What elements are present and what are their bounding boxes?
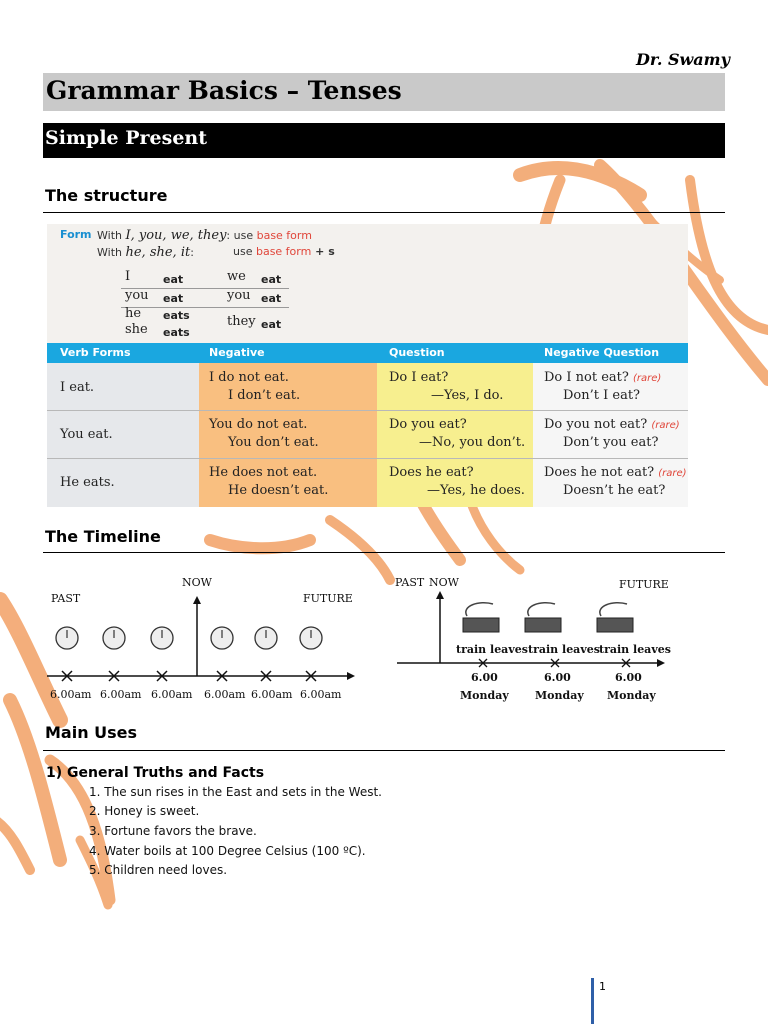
- form-line-1: With I, you, we, they: use base form: [97, 228, 312, 243]
- conj-row-3: he: [125, 306, 142, 321]
- timeline-left-graphic: [45, 570, 365, 690]
- conj-row-2: you: [125, 288, 149, 303]
- conj-row-4: she: [125, 322, 148, 337]
- timeline-heading: The Timeline: [45, 527, 161, 546]
- conj-right-3: they: [227, 314, 256, 329]
- section-title: Simple Present: [45, 127, 208, 149]
- page-number-bar: [591, 978, 594, 1024]
- timeline-scheduled: PAST NOW FUTURE train leaves train leaves train leaves 6.00 6.00 6.00 Monday Monday Monday: [395, 570, 675, 710]
- table-header: Verb Forms Negative Question Negative Question: [47, 343, 688, 363]
- conj-right-2: you: [227, 288, 251, 303]
- table-row: He eats.: [60, 475, 115, 490]
- form-line-2-rule: use base form + s: [233, 245, 335, 258]
- conj-right-1: we: [227, 269, 246, 284]
- structure-heading: The structure: [45, 186, 168, 205]
- structure-figure: Form With I, you, we, they: use base form With he, she, it: use base form + s I eat you eat he eats she eats we eat you eat they eat Verb Forms Negative Question Negative Question I eat. I do not eat. I don’t eat. Do I eat? —Yes, I do. Do I not eat? (rare) Don’t I eat? You eat. You do not eat. You don’t eat. Do you eat? —No, you don’t. Do you not eat? (rare) Don’t you eat? He eats. He does not eat. He doesn’t eat. Does he eat? —Yes, he does. Does he not eat? (rare) Doesn’t he eat?: [47, 224, 688, 507]
- page-number: 1: [599, 980, 606, 993]
- train-icon: [463, 618, 633, 632]
- structure-rule: [43, 212, 725, 213]
- list-item: 3. Fortune favors the brave.: [89, 824, 257, 838]
- list-item: 2. Honey is sweet.: [89, 804, 200, 818]
- alarm-clock-icon: [56, 627, 322, 649]
- table-row: I eat.: [60, 380, 95, 395]
- form-line-2: With he, she, it:: [97, 245, 194, 260]
- page-title: Grammar Basics – Tenses: [46, 76, 402, 105]
- main-uses-heading: Main Uses: [45, 723, 138, 742]
- use-heading-general-truths: 1) General Truths and Facts: [46, 765, 265, 781]
- main-uses-rule: [43, 750, 725, 751]
- section-bar: [43, 123, 725, 158]
- title-bar: [43, 73, 725, 111]
- table-row: You eat.: [60, 427, 113, 442]
- timeline-rule: [43, 552, 725, 553]
- list-item: 4. Water boils at 100 Degree Celsius (100 ºC).: [89, 844, 366, 858]
- list-item: 1. The sun rises in the East and sets in the West.: [89, 785, 382, 799]
- conj-row-1: I: [125, 269, 131, 284]
- author-signature: Dr. Swamy: [636, 50, 730, 69]
- timeline-repeated: NOW PAST FUTURE 6.00am 6.00am 6.00am 6.00am 6.00am 6.00am: [45, 570, 365, 710]
- list-item: 5. Children need loves.: [89, 863, 228, 877]
- form-label: Form: [60, 228, 92, 241]
